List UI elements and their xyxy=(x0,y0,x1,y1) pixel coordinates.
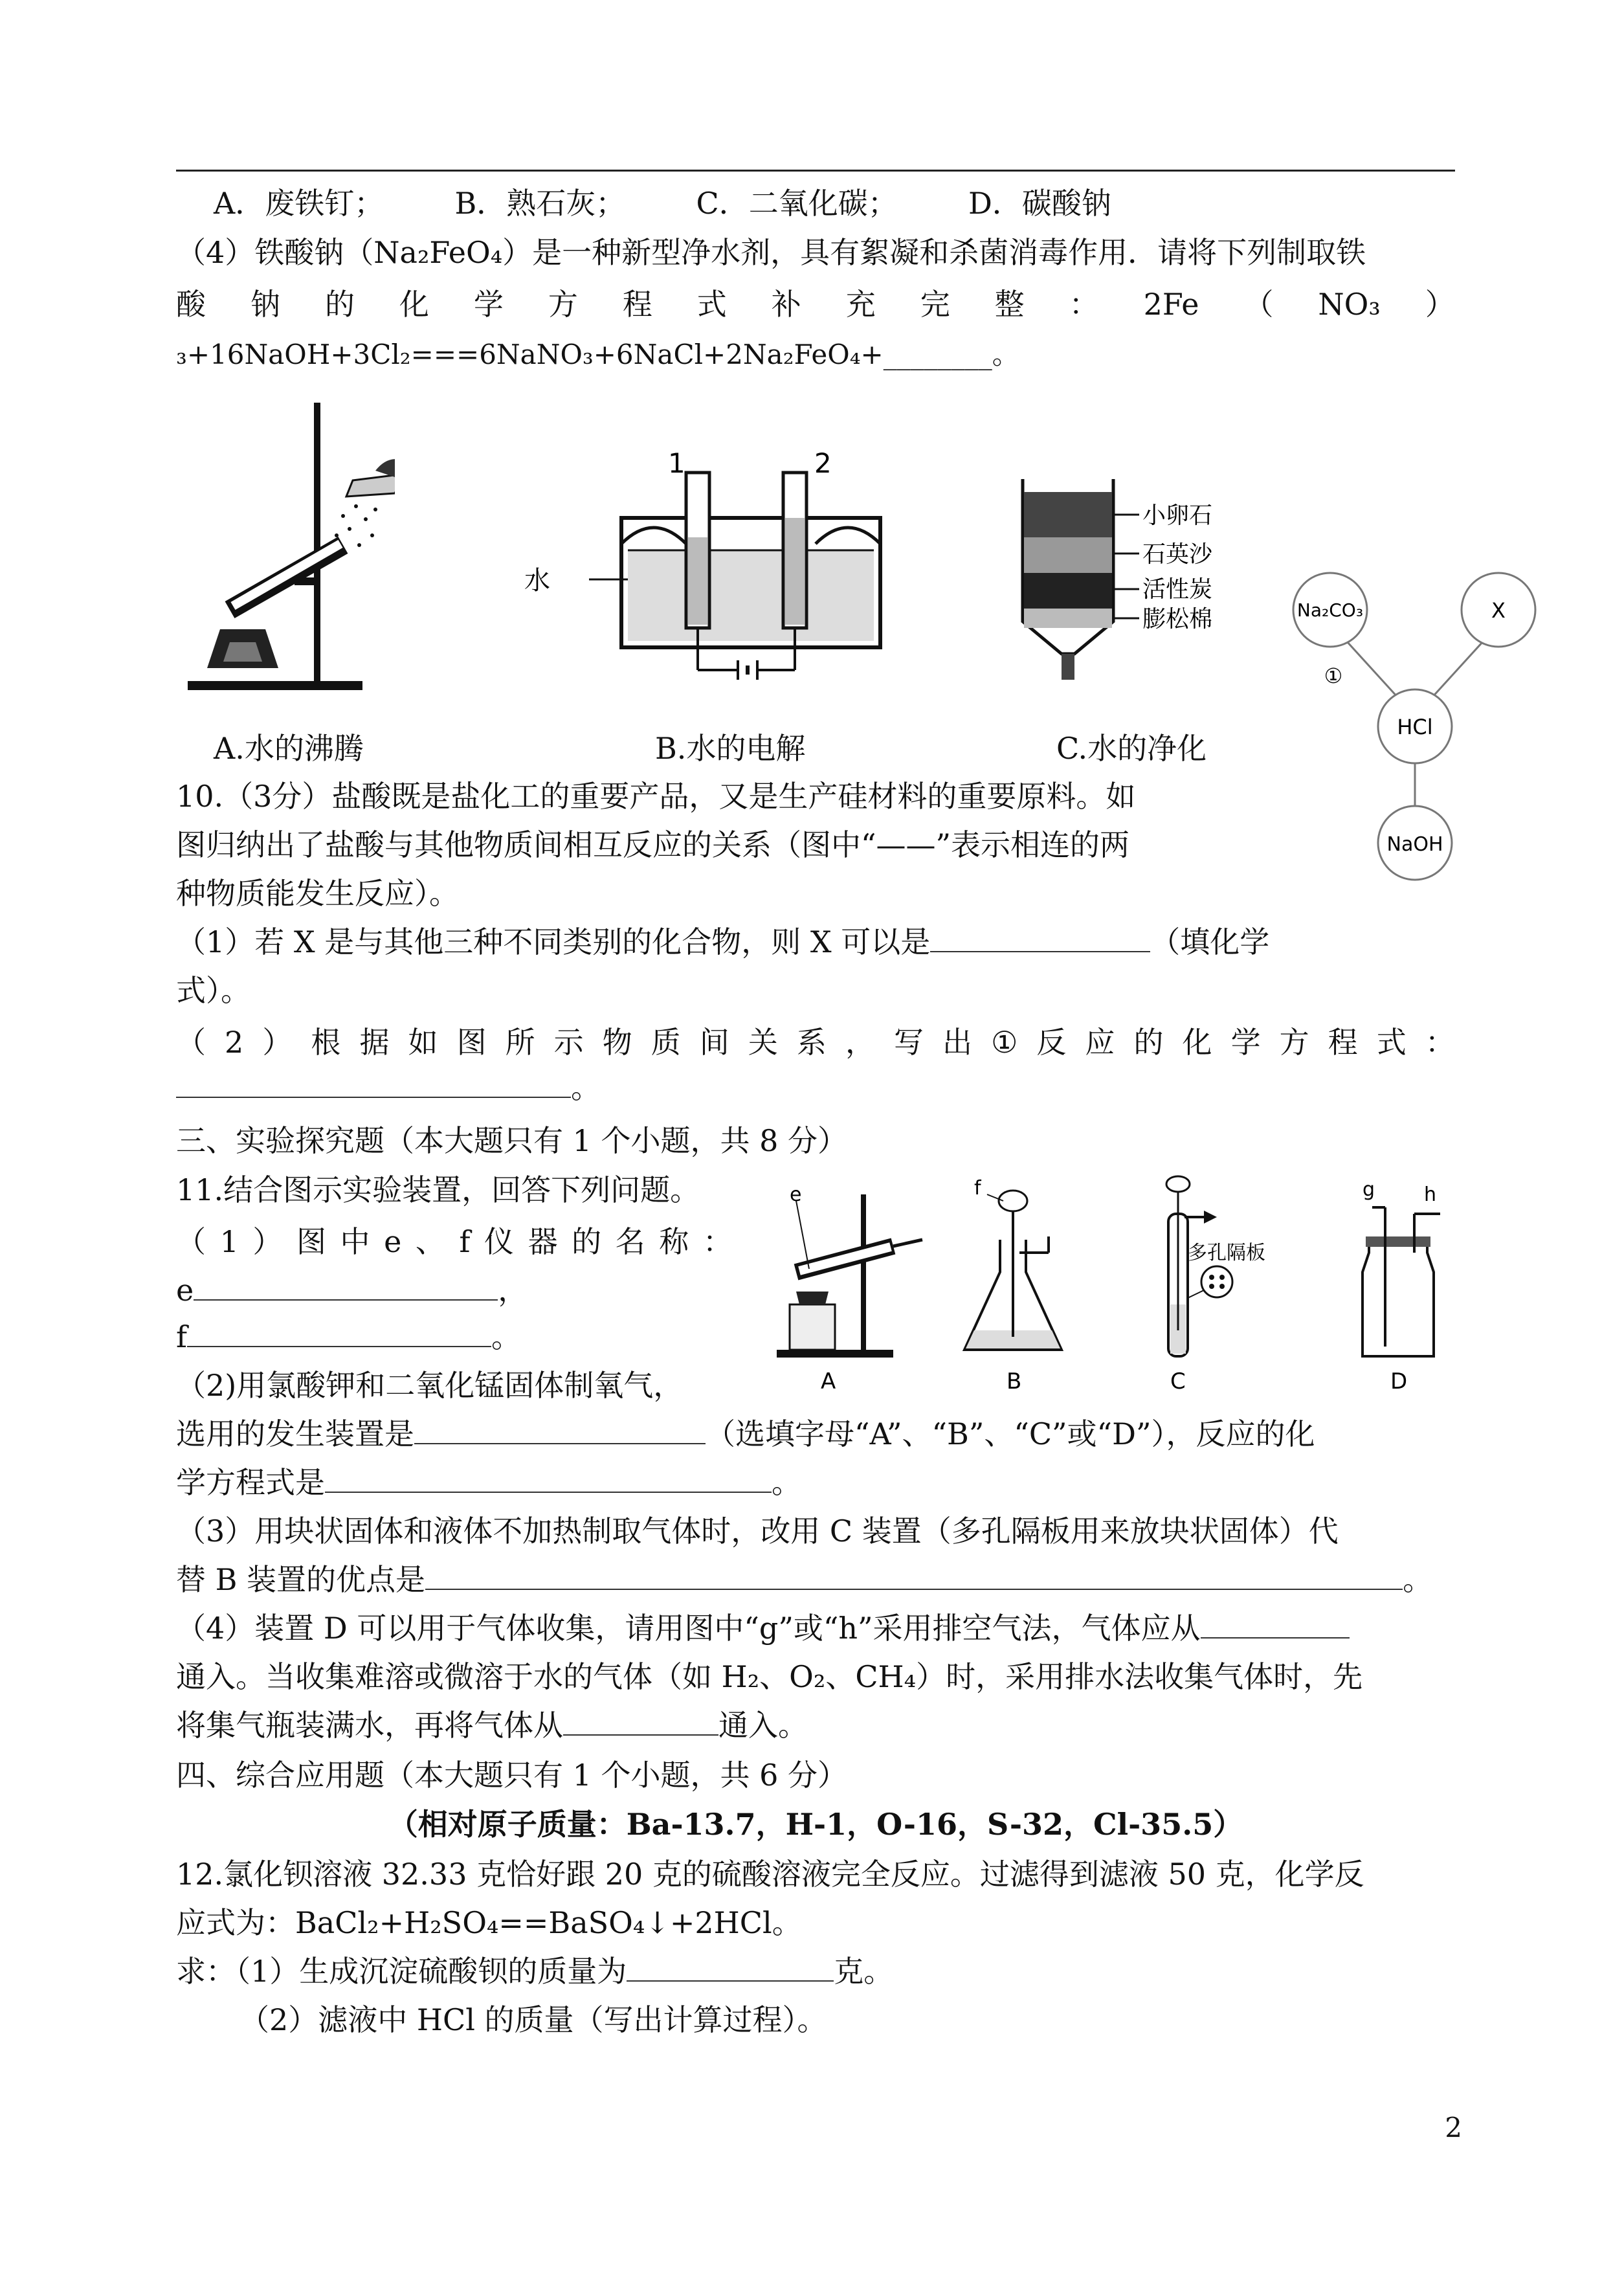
q12-line2: 应式为：BaCl₂+H₂SO₄==BaSO₄↓+2HCl。 xyxy=(176,1905,802,1940)
q11-sub2-line2 xyxy=(176,1415,1455,1453)
q10-sub2-word-15: 写 xyxy=(893,1025,924,1060)
caption-c: C.水的净化 xyxy=(1056,731,1207,766)
x-node: X xyxy=(1491,598,1506,623)
q10-sub2-word-18: 反 xyxy=(1036,1025,1067,1060)
q11-f-period: 。 xyxy=(491,1319,522,1354)
hcl-relationship-diagram xyxy=(1282,570,1553,906)
caption-a: A.水的沸腾 xyxy=(214,731,364,766)
water-purifier-figure xyxy=(1010,473,1256,693)
tube-1-label: 1 xyxy=(668,447,685,479)
q9-4-word-16: ） xyxy=(1425,287,1455,322)
q11-intro: 11.结合图示实验装置，回答下列问题。 xyxy=(176,1172,700,1207)
q10-sub2-word-11: 间 xyxy=(699,1025,729,1060)
q9-4-word-15: NO₃ xyxy=(1318,287,1381,322)
q9-4-word-0: 酸 xyxy=(176,287,206,322)
q11-sub1-word-6: 、 xyxy=(415,1224,445,1259)
page-number: 2 xyxy=(1445,2112,1462,2143)
gas-apparatus-figure xyxy=(764,1175,1456,1402)
perforated-plate-label: 多孔隔板 xyxy=(1188,1242,1265,1264)
q10-sub2-line xyxy=(176,1023,1455,1062)
boiling-apparatus-figure xyxy=(181,396,395,694)
caption-b: B.水的电解 xyxy=(655,731,806,766)
q12-sub2: （2）滤液中 HCl 的质量（写出计算过程）。 xyxy=(239,2002,827,2037)
label-f: f xyxy=(974,1177,981,1200)
label-d: D xyxy=(1390,1369,1408,1394)
q11-e-comma: ， xyxy=(498,1273,528,1308)
q9-4-line1: （4）铁酸钠（Na₂FeO₄）是一种新型净水剂，具有絮凝和杀菌消毒作用．请将下列制取铁 xyxy=(176,235,1366,270)
q9-4-word-9: 充 xyxy=(845,287,876,322)
q11-sub2-line2-text: 选用的发生装置是 xyxy=(176,1416,414,1451)
hcl-node: HCl xyxy=(1397,715,1433,739)
q10-sub2-word-17: ① xyxy=(991,1025,1018,1060)
q11-e-prefix: e xyxy=(176,1273,194,1308)
apparatus-b xyxy=(964,1177,1062,1394)
q12-sub1-text: 求：（1）生成沉淀硫酸钡的质量为 xyxy=(176,1954,627,1989)
naoh-node: NaOH xyxy=(1386,833,1443,856)
q10-sub2-word-22: 学 xyxy=(1230,1025,1261,1060)
q10-sub2-word-1: 2 xyxy=(225,1025,244,1060)
q9-4-word-5: 方 xyxy=(548,287,578,322)
q9-3-options xyxy=(214,184,1493,223)
q10-sub2-word-16: 出 xyxy=(942,1025,973,1060)
option-d: D．碳酸钠 xyxy=(968,186,1111,221)
label-b: B xyxy=(1007,1369,1022,1394)
header-rule xyxy=(176,170,1455,172)
q11-sub2-line3 xyxy=(176,1463,1455,1502)
q10-sub2-word-26: ： xyxy=(1425,1025,1455,1060)
q10-sub2-word-0: （ xyxy=(176,1025,206,1060)
q10-sub2-end: 。 xyxy=(571,1070,601,1105)
q11-sub2-equation-blank[interactable] xyxy=(325,1463,772,1493)
q11-sub3-line2 xyxy=(176,1560,1455,1599)
q10-sub2-word-3: 根 xyxy=(311,1025,341,1060)
q10-sub1-tail: （填化学 xyxy=(1150,924,1270,959)
q10-sub2-word-20: 的 xyxy=(1133,1025,1164,1060)
na2co3-node: Na₂CO₃ xyxy=(1296,599,1364,621)
water-label: 水 xyxy=(524,566,550,596)
q10-sub2-answer-blank[interactable] xyxy=(176,1068,571,1098)
q9-4-word-4: 学 xyxy=(473,287,504,322)
q10-line3: 种物质能发生反应）。 xyxy=(176,876,459,911)
q10-sub2-word-4: 据 xyxy=(359,1025,390,1060)
q11-sub1-word-2: ） xyxy=(252,1224,283,1259)
apparatus-c xyxy=(1166,1176,1265,1394)
q9-4-word-3: 化 xyxy=(399,287,429,322)
label-e: e xyxy=(790,1183,802,1206)
atomic-mass-note: （相对原子质量：Ba-13.7，H-1，O-16，S-32，Cl-35.5） xyxy=(388,1807,1243,1842)
q10-sub2-word-5: 如 xyxy=(408,1025,438,1060)
q12-sub1-answer-blank[interactable] xyxy=(627,1952,834,1982)
q9-4-word-10: 完 xyxy=(920,287,950,322)
q11-sub4-line3-end: 通入。 xyxy=(718,1708,808,1743)
q11-sub1-word-4: 中 xyxy=(340,1224,370,1259)
q12-sub1-unit: 克。 xyxy=(834,1954,894,1989)
q10-sub2-word-14: ， xyxy=(845,1025,875,1060)
q11-sub2-device-blank[interactable] xyxy=(414,1415,706,1444)
q10-sub2-word-10: 质 xyxy=(651,1025,681,1060)
q10-sub1 xyxy=(176,923,1455,961)
q11-sub2-line1: （2)用氯酸钾和二氧化锰固体制氧气， xyxy=(176,1368,684,1403)
q11-sub1-line xyxy=(176,1222,733,1261)
q11-sub1-word-9: 器 xyxy=(528,1224,558,1259)
q9-4-line3: ₃+16NaOH+3Cl₂===6NaNO₃+6NaCl+2Na₂FeO₄+________。 xyxy=(176,339,1019,370)
q11-sub1-word-1: 1 xyxy=(219,1224,239,1259)
reaction-1-mark: ① xyxy=(1324,664,1343,688)
q10-line2: 图归纳出了盐酸与其他物质间相互反应的关系（图中“——”表示相连的两 xyxy=(176,827,1130,862)
q11-sub1-word-12: 称 xyxy=(659,1224,689,1259)
apparatus-d xyxy=(1363,1178,1440,1394)
q9-4-word-7: 式 xyxy=(696,287,727,322)
q9-4-word-6: 程 xyxy=(622,287,652,322)
layer-2-label: 石英沙 xyxy=(1142,541,1213,568)
q11-sub3-line2-end: 。 xyxy=(1403,1562,1433,1597)
q9-4-word-2: 的 xyxy=(324,287,355,322)
q9-4-word-14: （ xyxy=(1243,287,1274,322)
q11-sub1-word-5: e xyxy=(384,1224,402,1259)
q11-sub1-word-7: f xyxy=(459,1224,471,1259)
q10-sub2-word-13: 系 xyxy=(796,1025,827,1060)
q10-sub2-word-19: 应 xyxy=(1085,1025,1115,1060)
q10-sub2-word-23: 方 xyxy=(1279,1025,1309,1060)
electrolysis-figure xyxy=(524,447,887,693)
q9-4-word-13: 2Fe xyxy=(1143,287,1199,322)
q9-4-word-11: 整 xyxy=(994,287,1025,322)
option-c: C．二氧化碳； xyxy=(696,186,898,221)
q12-sub1 xyxy=(176,1952,1455,1991)
label-a: A xyxy=(821,1369,836,1394)
q10-sub2-word-21: 化 xyxy=(1182,1025,1212,1060)
apparatus-a xyxy=(777,1183,922,1394)
q10-sub2-answer-line xyxy=(176,1068,1455,1107)
q12-line1: 12.氯化钡溶液 32.33 克恰好跟 20 克的硫酸溶液完全反应。过滤得到滤液 50 克，化学反 xyxy=(176,1857,1364,1892)
q11-sub4-air-blank[interactable] xyxy=(1201,1609,1350,1639)
q10-sub1-answer-blank[interactable] xyxy=(930,923,1150,952)
q9-4-line2 xyxy=(176,285,1455,324)
q10-sub2-word-24: 程 xyxy=(1328,1025,1358,1060)
q11-sub4-line2: 通入。当收集难溶或微溶于水的气体（如 H₂、O₂、CH₄）时，采用排水法收集气体时，先 xyxy=(176,1659,1363,1694)
q10-sub2-word-6: 图 xyxy=(456,1025,487,1060)
label-g: g xyxy=(1363,1178,1375,1201)
q10-sub2-word-2: ） xyxy=(262,1025,293,1060)
q11-sub3-advantage-blank[interactable] xyxy=(425,1560,1403,1590)
q10-sub2-word-8: 示 xyxy=(553,1025,584,1060)
q10-line1: 10.（3分）盐酸既是盐化工的重要产品，又是生产硅材料的重要原料。如 xyxy=(176,779,1136,814)
q11-sub4-water-blank[interactable] xyxy=(563,1706,718,1736)
layer-4-label: 膨松棉 xyxy=(1142,606,1213,632)
q9-4-word-1: 钠 xyxy=(250,287,280,322)
label-h: h xyxy=(1424,1183,1437,1206)
q10-sub1-text: （1）若 X 是与其他三种不同类别的化合物，则 X 可以是 xyxy=(176,924,931,959)
q11-sub2-line3-end: 。 xyxy=(772,1465,801,1500)
q11-f-answer-blank[interactable] xyxy=(187,1317,491,1347)
option-b: B．熟石灰； xyxy=(454,186,626,221)
q11-sub2-line3-text: 学方程式是 xyxy=(176,1465,325,1500)
q10-sub1-cont: 式）。 xyxy=(176,973,250,1008)
section-4-title: 四、综合应用题（本大题只有 1 个小题，共 6 分） xyxy=(176,1758,848,1793)
q11-sub1-word-10: 的 xyxy=(572,1224,602,1259)
q11-sub4-line3 xyxy=(176,1706,1455,1745)
q11-sub1-word-0: （ xyxy=(176,1224,206,1259)
section-3-title: 三、实验探究题（本大题只有 1 个小题，共 8 分） xyxy=(176,1123,848,1158)
q11-sub1-word-11: 名 xyxy=(615,1224,645,1259)
q9-4-word-12: ： xyxy=(1069,287,1099,322)
tube-2-label: 2 xyxy=(814,447,832,479)
q9-4-word-8: 补 xyxy=(771,287,801,322)
q11-f-prefix: f xyxy=(176,1319,188,1354)
option-a: A．废铁钉； xyxy=(214,186,384,221)
q10-sub2-word-7: 所 xyxy=(505,1025,535,1060)
q11-sub2-line2-tail: （选填字母“A”、“B”、“C”或“D”），反应的化 xyxy=(706,1416,1315,1451)
q11-sub4-line3-text: 将集气瓶装满水，再将气体从 xyxy=(176,1708,563,1743)
layer-1-label: 小卵石 xyxy=(1142,502,1213,529)
q10-sub2-word-9: 物 xyxy=(602,1025,632,1060)
q11-sub1-word-3: 图 xyxy=(296,1224,326,1259)
q11-sub3-line2-text: 替 B 装置的优点是 xyxy=(176,1562,426,1597)
q11-sub4-line1 xyxy=(176,1609,1455,1648)
q10-sub2-word-25: 式 xyxy=(1376,1025,1407,1060)
label-c: C xyxy=(1170,1369,1186,1394)
q11-sub1-word-13: ： xyxy=(702,1224,733,1259)
q10-sub2-word-12: 关 xyxy=(748,1025,778,1060)
q11-e-answer-blank[interactable] xyxy=(194,1271,498,1301)
q11-sub3-line1: （3）用块状固体和液体不加热制取气体时，改用 C 装置（多孔隔板用来放块状固体）代 xyxy=(176,1514,1339,1549)
q11-sub1-word-8: 仪 xyxy=(484,1224,515,1259)
layer-3-label: 活性炭 xyxy=(1142,576,1213,603)
q11-sub4-line1-text: （4）装置 D 可以用于气体收集，请用图中“g”或“h”采用排空气法，气体应从 xyxy=(176,1611,1201,1646)
